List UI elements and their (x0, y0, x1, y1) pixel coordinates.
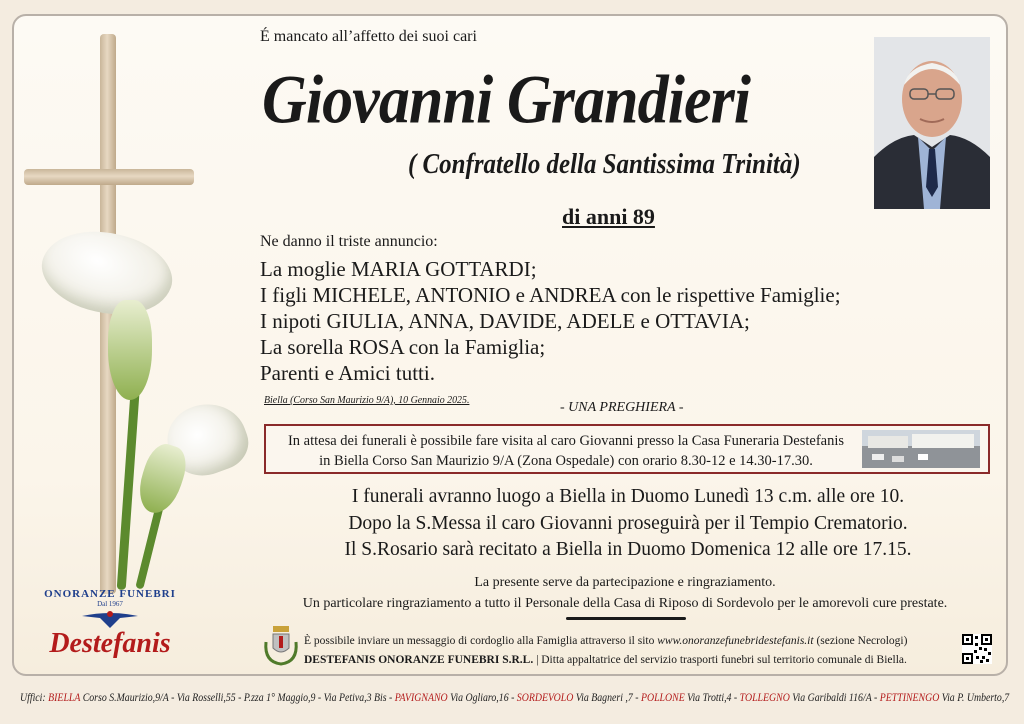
deceased-name: Giovanni Grandieri (262, 61, 751, 139)
thanks-line: Un particolare ringraziamento a tutto il Personale della Casa di Riposo di Sordevolo per le amorevoli cure prestate. (302, 596, 948, 611)
funeral-line: I funerali avranno luogo a Biella in Duomo Lunedì 13 c.m. alle ore 10. (351, 486, 905, 507)
company-note: | Ditta appaltatrice del servizio trasporti funebri sul territorio comunale di Biella. (533, 654, 907, 666)
logo-tagline: ONORANZE FUNEBRI (44, 588, 176, 600)
footer-address: Via Ogliaro,16 - (447, 690, 517, 704)
visit-line: In attesa dei funerali è possibile fare visita al caro Giovanni presso la Casa Funeraria Destefanis (287, 433, 845, 449)
thanks-line: La presente serve da partecipazione e ringraziamento. (474, 575, 776, 590)
funeral-line: Dopo la S.Messa il caro Giovanni proseguirà per il Tempio Crematorio. (348, 512, 908, 534)
announce-heading: Ne danno il triste annuncio: (260, 233, 438, 250)
visit-line: in Biella Corso San Maurizio 9/A (Zona Ospedale) con orario 8.30-12 e 14.30-17.30. (319, 453, 813, 469)
company-name: DESTEFANIS ONORANZE FUNEBRI S.R.L. (304, 654, 534, 666)
funeral-home-photo (862, 430, 980, 468)
logo-dove-icon (80, 608, 140, 630)
footer-address: Via P. Umberto,7 (939, 690, 1010, 704)
footer-address: Via Bagneri ,7 - (573, 690, 641, 704)
visit-info-box (264, 424, 990, 474)
footer-city: POLLONE (640, 690, 685, 704)
footer-city: PETTINENGO (879, 690, 940, 704)
family-line: I figli MICHELE, ANTONIO e ANDREA con le rispettive Famiglie; (260, 283, 841, 307)
message-suffix: (sezione Necrologi) (813, 635, 908, 647)
footer-address: Corso S.Maurizio,9/A - Via Rosselli,55 - P.zza 1° Maggio,9 - Via Petiva,3 Bis - (80, 690, 395, 704)
funeral-line: Il S.Rosario sarà recitato a Biella in Duomo Domenica 12 alle ore 17.15. (344, 539, 912, 560)
footer-label: Uffici: (20, 690, 49, 704)
family-list (260, 256, 841, 386)
footer-city: BIELLA (48, 690, 81, 704)
subtitle: ( Confratello della Santissima Trinità) (408, 148, 801, 180)
cross-horizontal (24, 169, 194, 185)
family-line: La moglie MARIA GOTTARDI; (260, 257, 537, 281)
family-line: La sorella ROSA con la Famiglia; (260, 335, 546, 359)
condolence-message (304, 632, 907, 670)
offices-footer (0, 682, 1024, 724)
deceased-photo (874, 37, 990, 209)
logo-since: Dal 1967 (97, 600, 123, 608)
footer-address: Via Garibaldi 116/A - (789, 690, 880, 704)
thanks-text (240, 572, 1010, 614)
divider (566, 617, 686, 620)
message-prefix: È possibile inviare un messaggio di cordoglio alla Famiglia attraverso il sito (304, 635, 658, 647)
footer-address: Via Trotti,4 - (684, 690, 740, 704)
destefanis-logo (20, 588, 200, 672)
biella-crest-icon (262, 622, 300, 666)
logo-name: Destefanis (49, 628, 171, 659)
funeral-details (256, 484, 1000, 564)
age: di anni 89 (562, 204, 655, 229)
family-line: Parenti e Amici tutti. (260, 361, 435, 385)
footer-city: PAVIGNANO (394, 690, 448, 704)
footer-city: SORDEVOLO (516, 690, 574, 704)
place-date: Biella (Corso San Maurizio 9/A), 10 Gennaio 2025. (264, 394, 470, 406)
visit-text (276, 431, 856, 471)
prayer-label: - UNA PREGHIERA - (560, 400, 684, 415)
website-link[interactable]: www.onoranzefunebridestefanis.it (657, 635, 814, 647)
intro-text: É mancato all’affetto dei suoi cari (260, 28, 477, 45)
footer-city: TOLLEGNO (739, 690, 790, 704)
family-line: I nipoti GIULIA, ANNA, DAVIDE, ADELE e OTTAVIA; (260, 309, 750, 333)
qr-code-icon[interactable] (962, 634, 992, 664)
